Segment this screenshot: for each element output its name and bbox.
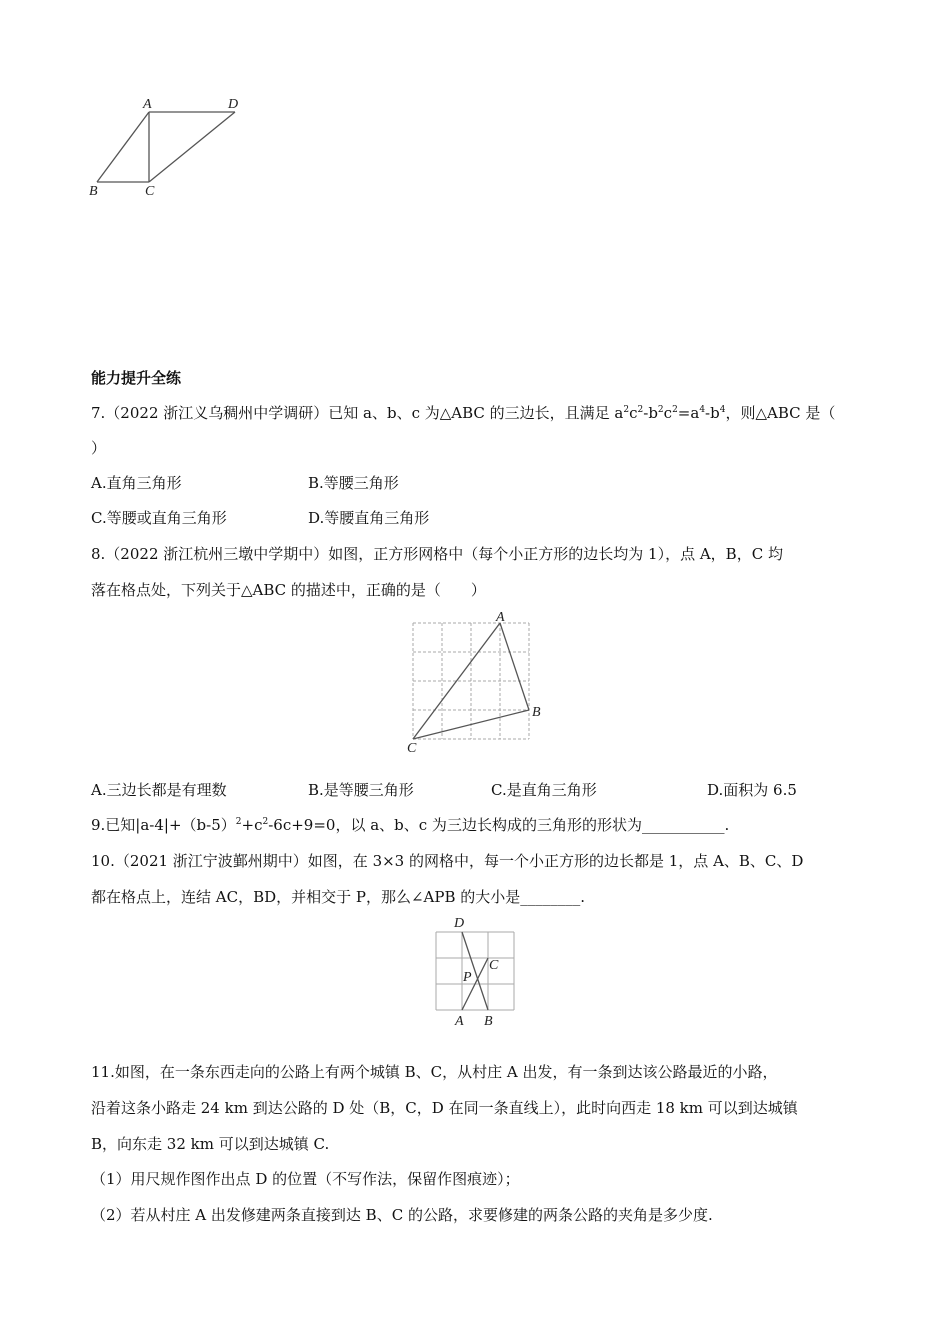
- q7-stem-close: ）: [91, 439, 107, 457]
- q11-line1: 11.如图，在一条东西走向的公路上有两个城镇 B、C，从村庄 A 出发，有一条到达该公路最近的小路，: [91, 1063, 778, 1081]
- label-d: D: [454, 916, 465, 931]
- label-a: A: [455, 1014, 464, 1029]
- label-b: B: [532, 705, 541, 720]
- q10-grid-figure: [430, 915, 530, 1030]
- q7-option-d[interactable]: D.等腰直角三角形: [308, 509, 430, 527]
- q10-line1: 10.（2021 浙江宁波鄞州期中）如图，在 3×3 的网格中，每一个小正方形的边长都是 1，点 A、B、C、D: [91, 852, 804, 870]
- side-ab: [97, 112, 149, 182]
- label-a: A: [496, 610, 505, 625]
- side-ca: [413, 623, 500, 739]
- q8-line2: 落在格点处，下列关于△ABC 的描述中，正确的是（ ）: [91, 581, 486, 599]
- label-c: C: [489, 958, 499, 973]
- q8-grid-figure: [405, 610, 555, 756]
- label-c: C: [145, 184, 155, 199]
- label-p: P: [463, 970, 472, 985]
- q11-part2: （2）若从村庄 A 出发修建两条直接到达 B、C 的公路，求要修建的两条公路的夹角是多少度.: [91, 1206, 713, 1224]
- parallelogram-figure: [85, 95, 255, 199]
- q10-line2: 都在格点上，连结 AC，BD，并相交于 P，那么∠APB 的大小是________.: [91, 888, 586, 906]
- q8-option-d[interactable]: D.面积为 6.5: [707, 781, 797, 799]
- label-a: A: [143, 97, 152, 112]
- q8-option-b[interactable]: B.是等腰三角形: [308, 781, 414, 799]
- side-ab: [500, 623, 529, 710]
- q11-line2: 沿着这条小路走 24 km 到达公路的 D 处（B，C，D 在同一条直线上），此时向西走 18 km 可以到达城镇: [91, 1099, 798, 1117]
- q11-line3: B，向东走 32 km 可以到达城镇 C.: [91, 1135, 330, 1153]
- q9-text: 9.已知$|a-4|+(b-5)^2+c^2-6c+9=0$，以 a、b、c 为三边长构成的三角形的形状为___________.: [91, 816, 730, 834]
- q7-option-a[interactable]: A.直角三角形: [91, 474, 182, 492]
- q8-option-c[interactable]: C.是直角三角形: [491, 781, 597, 799]
- label-d: D: [228, 97, 239, 112]
- q8-line1: 8.（2022 浙江杭州三墩中学期中）如图，正方形网格中（每个小正方形的边长均为 1），点 A，B，C 均: [91, 545, 783, 563]
- q7-option-b[interactable]: B.等腰三角形: [308, 474, 399, 492]
- q8-option-a[interactable]: A.三边长都是有理数: [91, 781, 227, 799]
- label-b: B: [484, 1014, 493, 1029]
- label-b: B: [89, 184, 98, 199]
- side-cd: [149, 112, 235, 182]
- section-title: 能力提升全练: [91, 369, 182, 387]
- label-c: C: [407, 741, 417, 756]
- q7-option-c[interactable]: C.等腰或直角三角形: [91, 509, 227, 527]
- q7-stem: 7.（2022 浙江义乌稠州中学调研）已知 a、b、c 为△ABC 的三边长，且满足 $a^2c^2-b^2c^2=a^4-b^4$，则△ABC 是（: [91, 404, 836, 422]
- q11-part1: （1）用尺规作图作出点 D 的位置（不写作法，保留作图痕迹）；: [91, 1170, 520, 1188]
